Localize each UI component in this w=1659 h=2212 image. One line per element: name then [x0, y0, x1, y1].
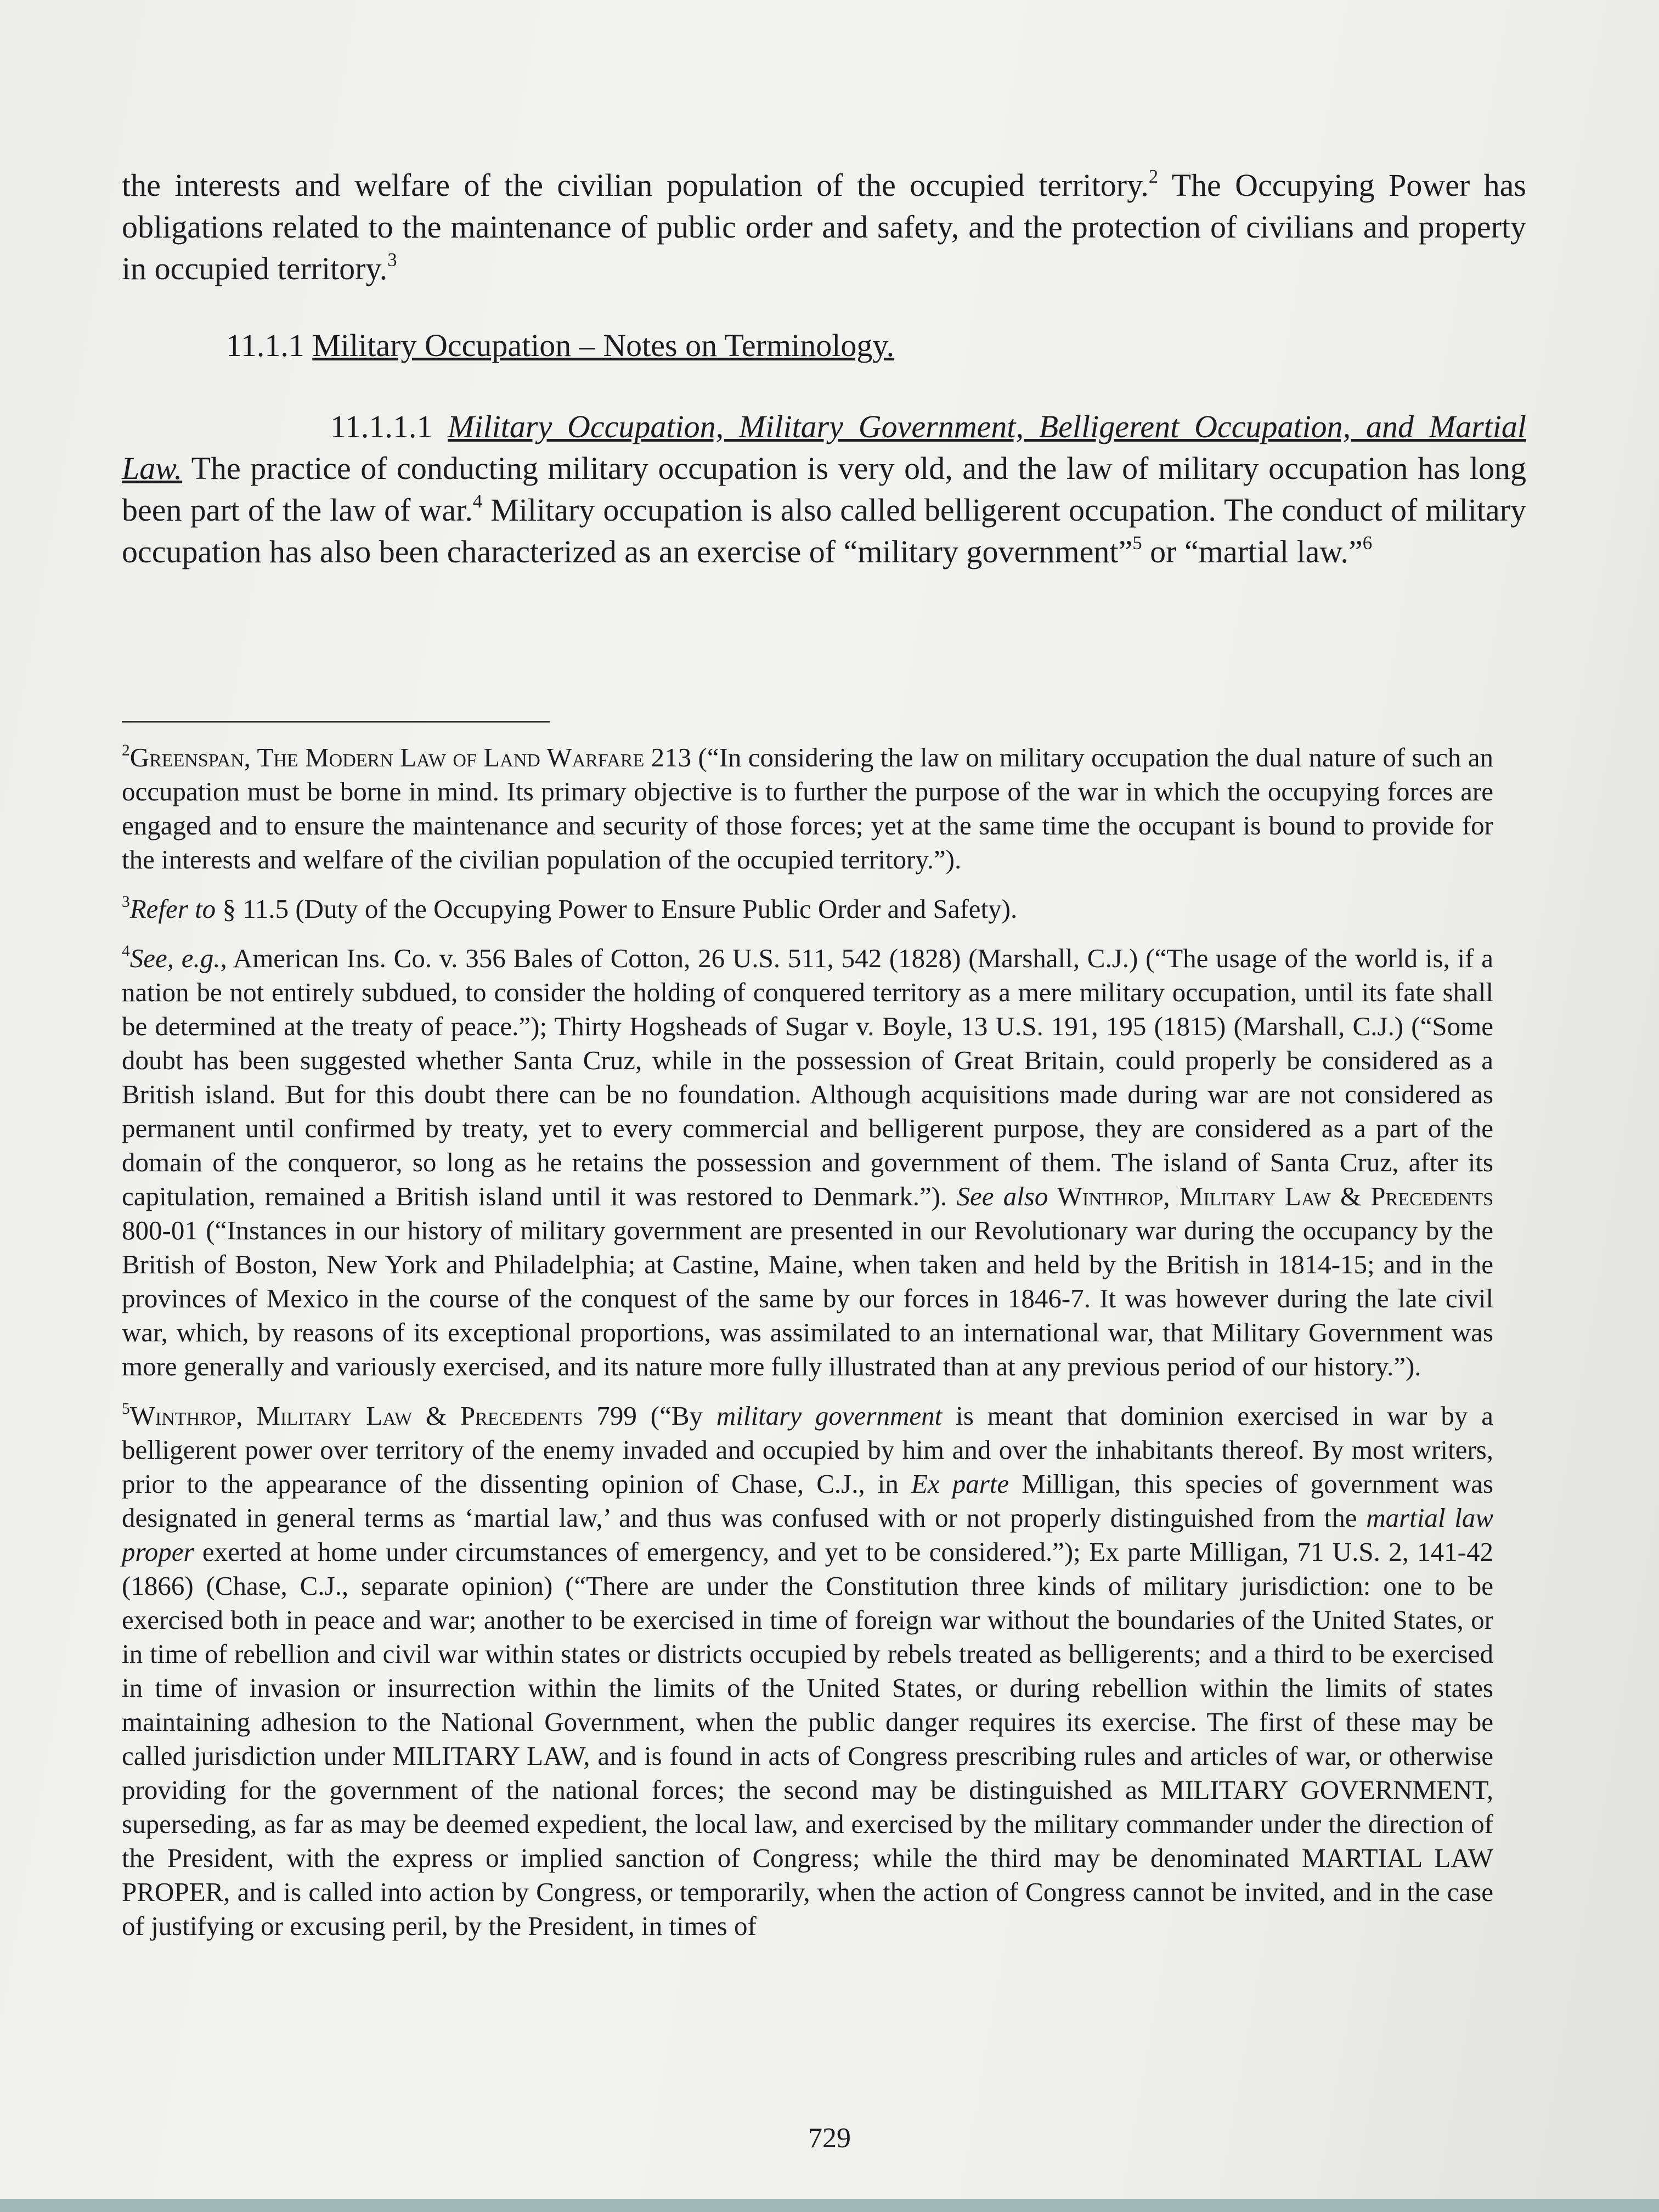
footnote-text: 799 (“By [583, 1401, 716, 1431]
footnote-text: Milligan, this species of government was designated in general terms as ‘martial law,’ and thus was confused with or not properly distinguished from the [122, 1469, 1493, 1533]
intro-paragraph [122, 165, 1526, 290]
footnote-source: Greenspan, The Modern Law of Land Warfare [129, 742, 645, 772]
footnote-text: § 11.5 (Duty of the Occupying Power to Ensure Public Order and Safety). [216, 894, 1018, 924]
footnote-text-continued: 800-01 (“Instances in our history of military government are presented in our Revolutionary war during the occupancy by the British of Boston, New York and Philadelphia; at Castine, Maine, when taken and held by the British in 1814-15; and in the provinces of Mexico in the course of the conquest of the same by our forces in 1846-7. It was however during the late civil war, which, by reasons of its exceptional proportions, was assimilated to an international war, that Military Government was more generally and variously exercised, and its nature more fully illustrated than at any previous period of our history.”). [122, 1215, 1493, 1381]
section-title: Military Occupation – Notes on Terminology. [312, 328, 895, 363]
footnote-4 [122, 941, 1493, 1384]
footnote-signal: Refer to [129, 894, 216, 924]
footnotes [122, 741, 1493, 1959]
footnote-ref-5[interactable]: 5 [1132, 532, 1142, 554]
section-number: 11.1.1 [226, 328, 313, 363]
paragraph-text-2: Military occupation is also called belligerent occupation. The conduct of military occupation has also been characterized as an exercise of “military government” [122, 492, 1526, 569]
intro-text: the interests and welfare of the civilian population of the occupied territory. [122, 167, 1149, 203]
paragraph-11-1-1-1 [122, 406, 1526, 573]
footnote-italic-term: martial law proper [122, 1503, 1494, 1567]
footnote-source: Winthrop, Military Law & Precedents [1048, 1181, 1494, 1211]
desk-edge [0, 2199, 1659, 2212]
paragraph-title: Military Occupation, Military Government, Belligerent Occupation, and Martial Law. [122, 409, 1526, 486]
footnote-source: Winthrop, Military Law & Precedents [129, 1401, 583, 1431]
footnote-signal-see-also: See also [956, 1181, 1048, 1211]
footnote-2 [122, 741, 1493, 877]
footnote-italic-term: Ex parte [911, 1469, 1009, 1499]
footnote-text: , American Ins. Co. v. 356 Bales of Cotton, 26 U.S. 511, 542 (1828) (Marshall, C.J.) (“The usage of the world is, if a nation be not entirely subdued, to consider the holding of conquered territory as a mere military occupation, until its fate shall be determined at the treaty of peace.”); Thirty Hogsheads of Sugar v. Boyle, 13 U.S. 191, 195 (1815) (Marshall, C.J.) (“Some doubt has been suggested whether Santa Cruz, while in the possession of Great Britain, could properly be considered as a British island. But for this doubt there can be no foundation. Although acquisitions made during war are not considered as permanent until confirmed by treaty, yet to every commercial and belligerent purpose, they are considered as a part of the domain of the conqueror, so long as he retains the possession and government of them. The island of Santa Cruz, after its capitulation, remained a British island until it was restored to Denmark.”). [122, 943, 1494, 1211]
paragraph-text-3: or “martial law.” [1142, 534, 1363, 569]
footnote-ref-2[interactable]: 2 [1148, 166, 1159, 188]
footnote-5 [122, 1399, 1493, 1943]
paragraph-number: 11.1.1.1 [330, 409, 448, 444]
footnote-text: 213 (“In considering the law on military occupation the dual nature of such an occupation must be borne in mind. Its primary objective is to further the purpose of the war in which the occupying forces are engaged and to ensure the maintenance and security of those forces; yet at the same time the occupant is bound to provide for the interests and welfare of the civilian population of the occupied territory.”). [122, 742, 1493, 874]
footnote-3 [122, 892, 1493, 926]
footnote-text: is meant that dominion exercised in war by a belligerent power over territory of the enemy invaded and occupied by him and over the inhabitants thereof. By most writers, prior to the appearance of the dissenting opinion of Chase, C.J., in [122, 1401, 1493, 1499]
page-number: 729 [808, 2123, 851, 2154]
footnote-text: exerted at home under circumstances of emergency, and yet to be considered.”); Ex parte Milligan, 71 U.S. 2, 141-42 (1866) (Chase, C.J., separate opinion) (“There are under the Constitution three kinds of military jurisdiction: one to be exercised both in peace and war; another to be exercised in time of foreign war without the boundaries of the United States, or in time of rebellion and civil war within states or districts occupied by rebels treated as belligerents; and a third to be exercised in time of invasion or insurrection within the limits of the United States, or during rebellion within the limits of states maintaining adhesion to the National Government, when the public danger requires its exercise. The first of these may be called jurisdiction under MILITARY LAW, and is found in acts of Congress prescribing rules and articles of war, or otherwise providing for the government of the national forces; the second may be distinguished as MILITARY GOVERNMENT, superseding, as far as may be deemed expedient, the local law, and exercised by the military commander under the direction of the President, with the express or implied sanction of Congress; while the third may be denominated MARTIAL LAW PROPER, and is called into action by Congress, or temporarily, when the action of Congress cannot be invited, and in the case of justifying or excusing peril, by the President, in times of [122, 1537, 1493, 1941]
paragraph-text-1: The practice of conducting military occupation is very old, and the law of military occupation has long been part of the law of war. [122, 450, 1526, 528]
footnote-number: 4 [122, 942, 130, 960]
footnote-separator [122, 721, 550, 723]
footnote-number: 3 [122, 893, 130, 911]
footnote-number: 5 [122, 1400, 130, 1418]
footnote-signal: See, e.g. [129, 943, 221, 973]
footnote-ref-3[interactable]: 3 [387, 249, 397, 271]
footnote-number: 2 [122, 741, 130, 759]
intro-text-continued: The Occupying Power has obligations related to the maintenance of public order and safety, and the protection of civilians and property in occupied territory. [122, 167, 1526, 286]
footnote-ref-4[interactable]: 4 [472, 490, 483, 512]
section-heading-11-1-1 [226, 325, 894, 366]
footnote-italic-term: military government [716, 1401, 943, 1431]
footnote-ref-6[interactable]: 6 [1362, 532, 1373, 554]
